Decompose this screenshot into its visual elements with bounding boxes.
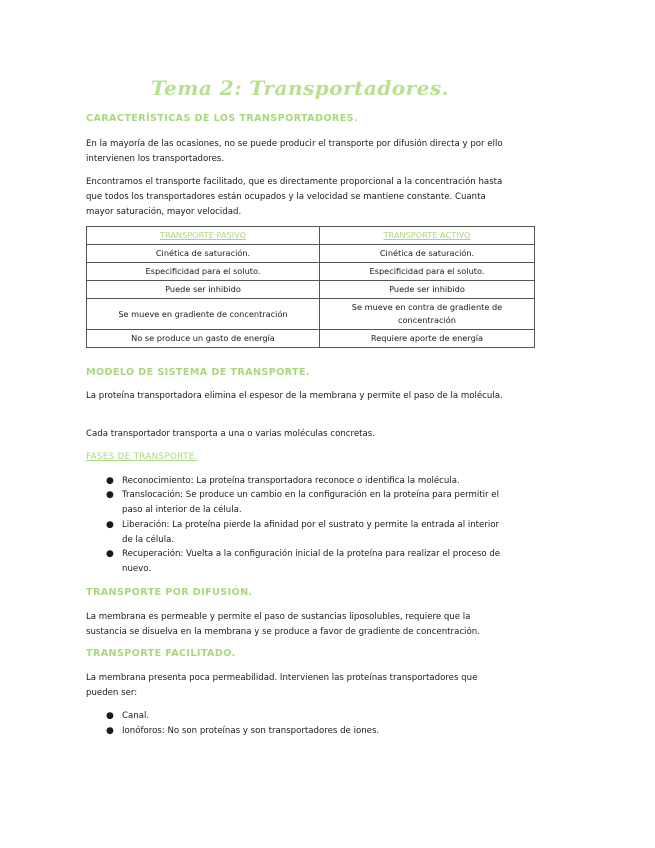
- list-item: ● Liberación: La proteína pierde la afinidad por el sustrato y permite la entrada al interior de la célula.: [106, 520, 500, 545]
- column-header: TRANSPORTE PASIVO: [87, 227, 320, 245]
- table-cell: Se mueve en contra de gradiente de concentración: [320, 299, 535, 330]
- comparison-table: [86, 226, 535, 348]
- bullet-icon: ●: [106, 726, 114, 736]
- paragraph: Cada transportador transporta a una o varias moléculas concretas.: [86, 429, 375, 439]
- table-row: [87, 299, 535, 330]
- table-row: [87, 330, 535, 348]
- paragraph: La membrana es permeable y permite el paso de sustancias liposolubles, requiere que la sustancia se disuelva en la membrana y se produce a favor de gradiente de concentración.: [86, 612, 480, 637]
- list-item: ● Translocación: Se produce un cambio en la configuración en la proteína para permitir el paso al interior de la célula.: [106, 490, 499, 515]
- bullet-icon: ●: [106, 490, 114, 500]
- list-item: ● Recuperación: Vuelta a la configuración inicial de la proteína para realizar el proceso de nuevo.: [106, 549, 501, 574]
- list-item: ● Canal.: [106, 709, 511, 724]
- table-cell: Requiere aporte de energía: [320, 330, 535, 348]
- table-row: [87, 263, 535, 281]
- subheading-fases: FASES DE TRANSPORTE.: [86, 452, 198, 462]
- table-header-row: [87, 227, 535, 245]
- paragraph: Encontramos el transporte facilitado, que es directamente proporcional a la concentración hasta que todos los transportadores están ocupados y la velocidad se mantiene constante. Cuanta mayor saturación, mayor velocidad.: [86, 177, 503, 217]
- section-heading-caracteristicas: CARACTERÍSTICAS DE LOS TRANSPORTADORES.: [86, 113, 359, 124]
- table-cell: Especificidad para el soluto.: [87, 263, 320, 281]
- table-cell: Cinética de saturación.: [87, 245, 320, 263]
- section-heading-modelo: MODELO DE SISTEMA DE TRANSPORTE.: [86, 367, 310, 378]
- column-header: TRANSPORTE ACTIVO: [320, 227, 535, 245]
- table-cell: Cinética de saturación.: [320, 245, 535, 263]
- bullet-icon: ●: [106, 520, 114, 530]
- bullet-icon: ●: [106, 711, 114, 721]
- paragraph: En la mayoría de las ocasiones, no se puede producir el transporte por difusión directa y por ello intervienen los transportadores.: [86, 139, 503, 164]
- section-heading-facilitado: TRANSPORTE FACILITADO.: [86, 648, 236, 659]
- paragraph: La proteína transportadora elimina el espesor de la membrana y permite el paso de la molécula.: [86, 391, 503, 401]
- table-row: [87, 281, 535, 299]
- section-heading-difusion: TRANSPORTE POR DIFUSIÓN.: [86, 587, 253, 598]
- table-row: [87, 245, 535, 263]
- table-cell: Se mueve en gradiente de concentración: [87, 299, 320, 330]
- bullet-icon: ●: [106, 549, 114, 559]
- table-cell: No se produce un gasto de energía: [87, 330, 320, 348]
- list-item: ● Reconocimiento: La proteína transportadora reconoce o identifica la molécula.: [106, 474, 511, 489]
- table-cell: Puede ser inhibido: [87, 281, 320, 299]
- page-title: Tema 2: Transportadores.: [150, 76, 450, 100]
- list-item: ● Ionóforos: No son proteínas y son transportadores de iones.: [106, 724, 511, 739]
- paragraph: La membrana presenta poca permeabilidad. Intervienen las proteínas transportadores que pueden ser:: [86, 673, 478, 698]
- bullet-icon: ●: [106, 476, 114, 486]
- table-cell: Puede ser inhibido: [320, 281, 535, 299]
- table-cell: Especificidad para el soluto.: [320, 263, 535, 281]
